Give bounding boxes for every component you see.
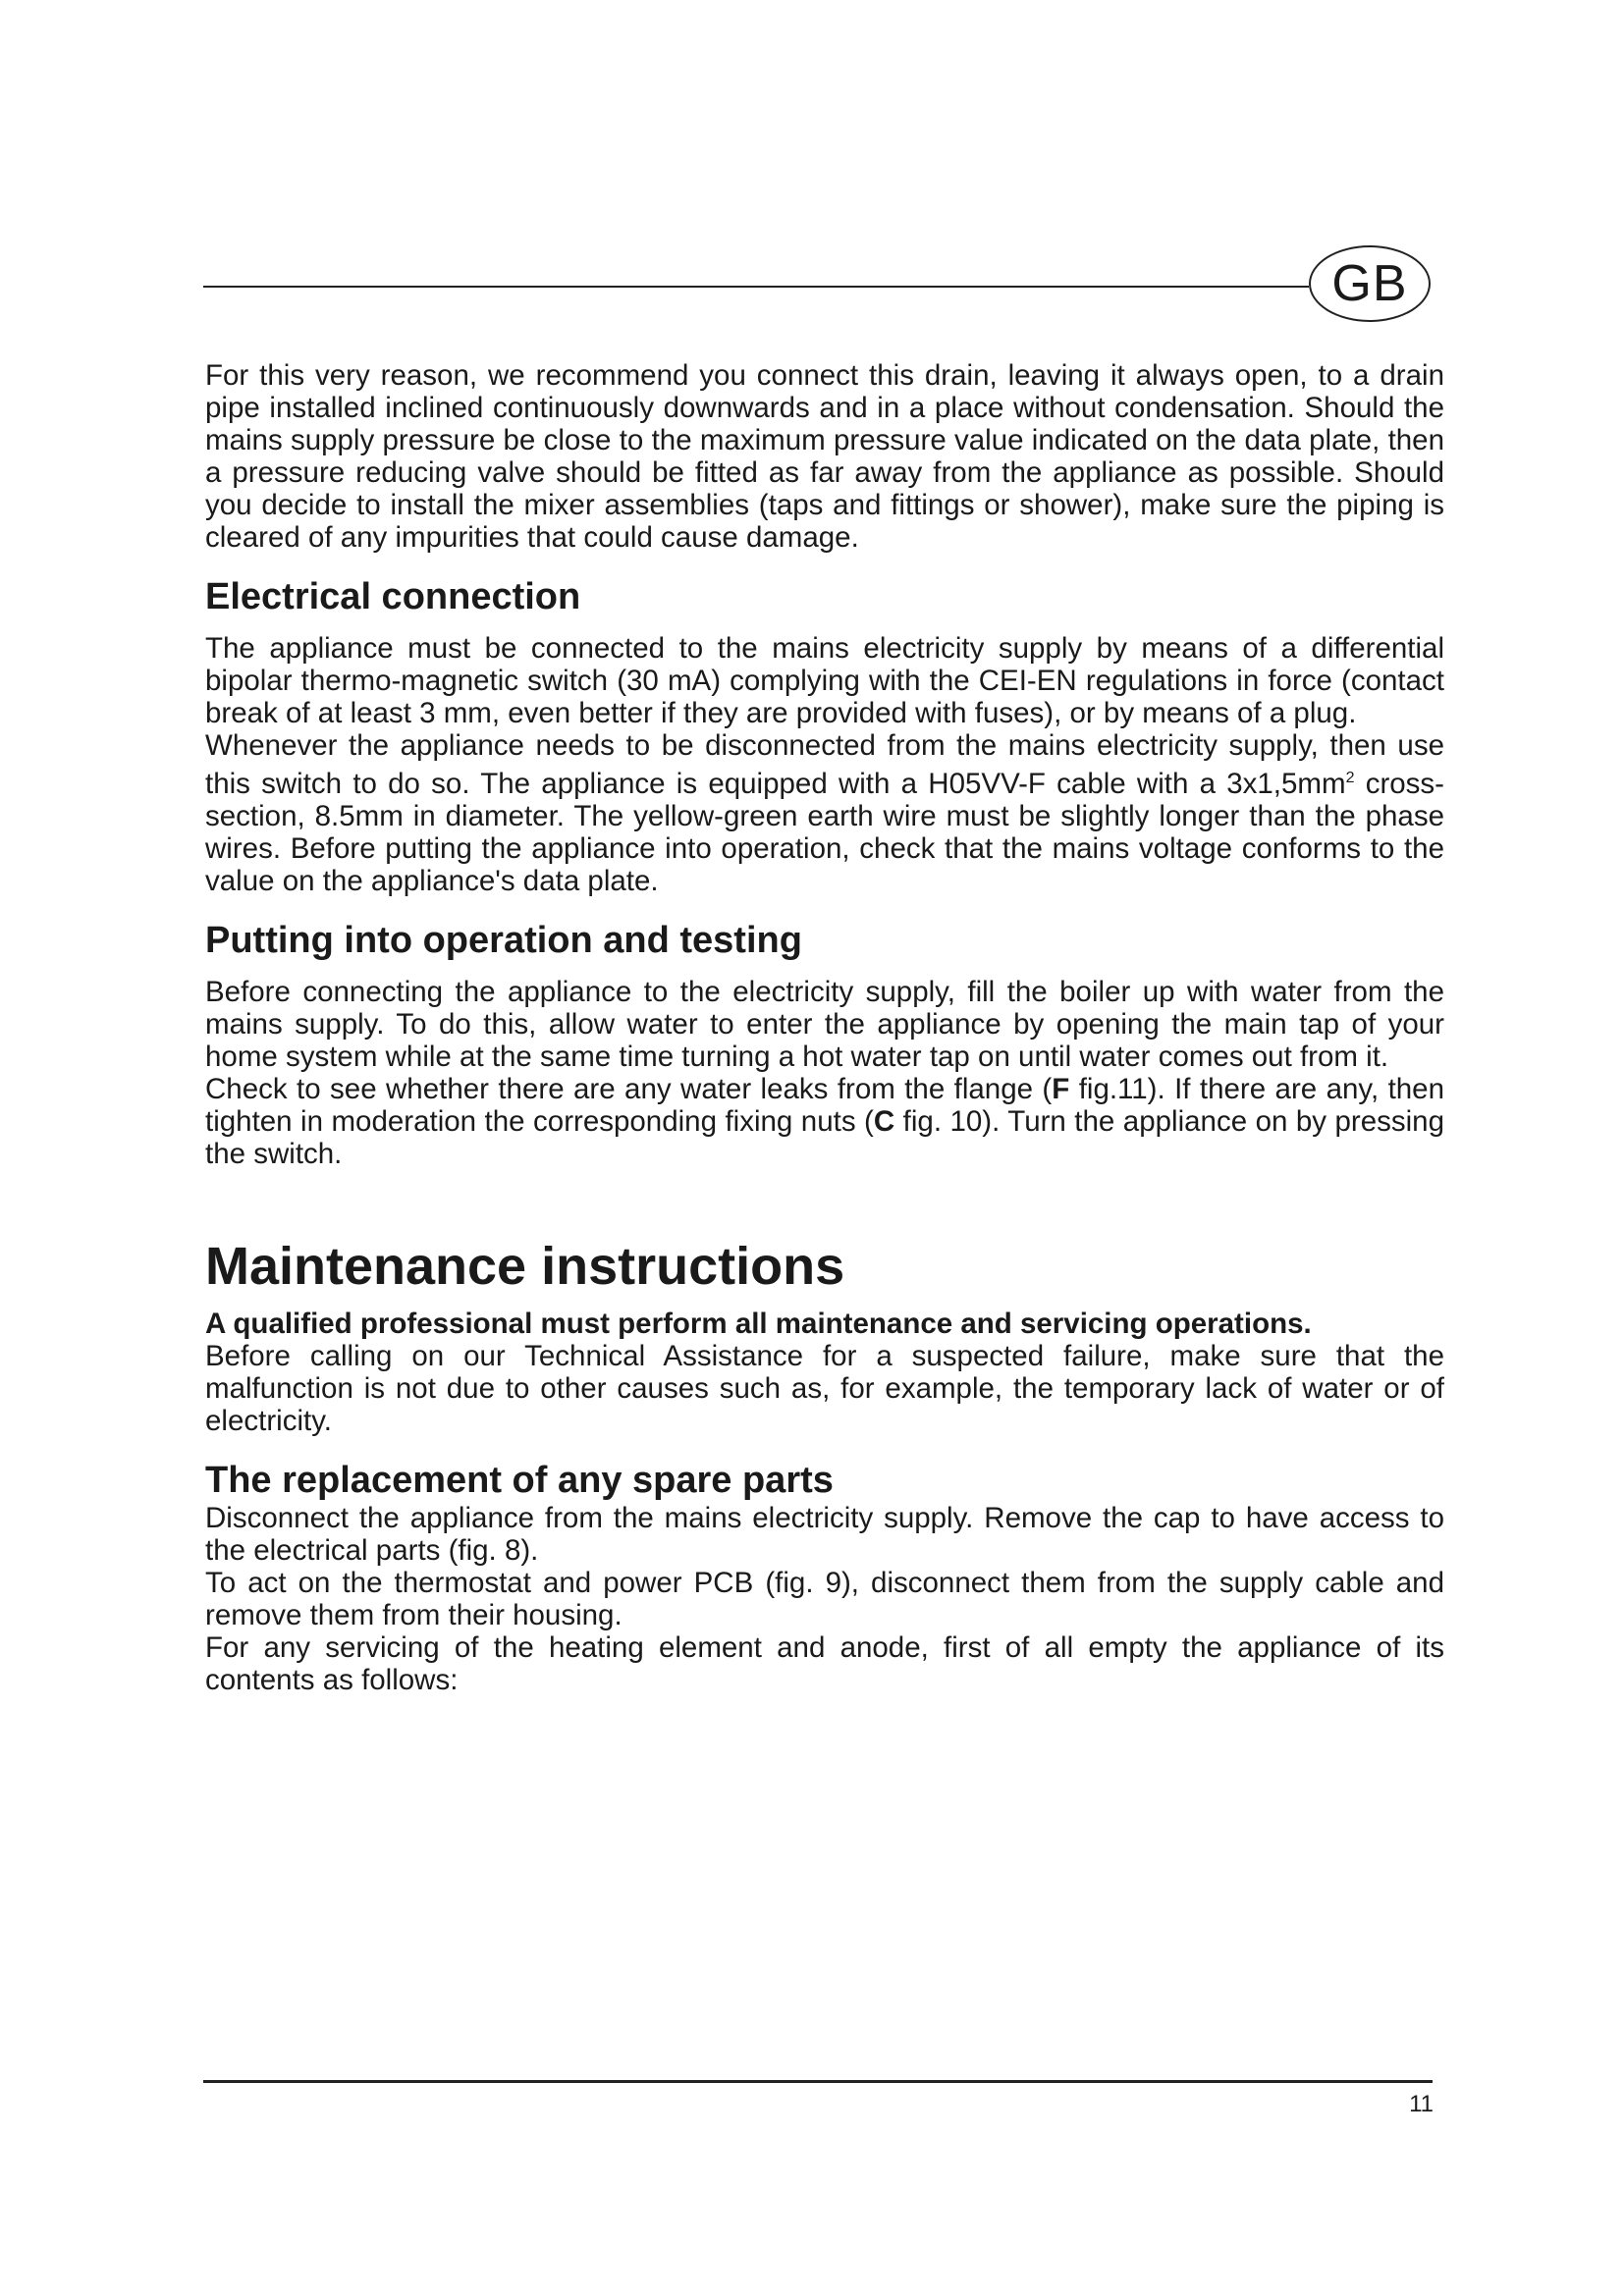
operation-testing-heading: Putting into operation and testing [205, 919, 802, 961]
electrical-paragraph-2-text-a: Whenever the appliance needs to be disconnected from the mains electricity supply, then use this switch to do so. The appliance is equipped with a H05VV-F cable with a 3x1,5mm [205, 729, 1444, 800]
header-rule [203, 286, 1309, 288]
electrical-paragraph-2 [205, 729, 1444, 897]
spare-parts-paragraph-2: To act on the thermostat and power PCB (fig. 9), disconnect them from the supply cable and remove them from their housing. [205, 1566, 1444, 1631]
page-number: 11 [1409, 2091, 1434, 2117]
spare-parts-heading: The replacement of any spare parts [205, 1459, 834, 1501]
intro-paragraph: For this very reason, we recommend you connect this drain, leaving it always open, to a drain pipe installed inclined continuously downwards and in a place without condensation. Should the mains supply pressure be close to the maximum pressure value indicated on the data plate, then a pressure reducing valve should be fitted as far away from the appliance as possible. Should you decide to install the mixer assemblies (taps and fittings or shower), make sure the piping is cleared of any impurities that could cause damage. [205, 359, 1444, 554]
maintenance-paragraph: Before calling on our Technical Assistance for a suspected failure, make sure that the malfunction is not due to other causes such as, for example, the temporary lack of water or of electricity. [205, 1339, 1444, 1437]
operation-paragraph-2 [205, 1073, 1444, 1170]
electrical-connection-heading: Electrical connection [205, 576, 581, 617]
nuts-reference-letter: C [873, 1104, 895, 1138]
language-badge: GB [1309, 245, 1431, 322]
operation-paragraph-2-text-b: fig.11). If there are any, then tighten in moderation the corresponding fixing nuts ( [205, 1072, 1444, 1138]
maintenance-lead: A qualified professional must perform all maintenance and servicing operations. [205, 1307, 1312, 1340]
footer-rule [203, 2080, 1433, 2083]
operation-paragraph-2-text-d: fig. 10). Turn the appliance on by pressing the switch. [205, 1104, 1444, 1170]
electrical-paragraph-2-text-b: cross-section, 8.5mm in diameter. The yellow-green earth wire must be slightly longer than the phase wires. Before putting the appliance into operation, check that the mains voltage conforms to the value on the appliance's data plate. [205, 767, 1444, 897]
operation-paragraph-2-text-a: Check to see whether there are any water leaks from the flange ( [205, 1072, 1053, 1105]
page-content [205, 359, 1444, 1696]
squared-superscript: 2 [1345, 770, 1355, 786]
maintenance-instructions-heading: Maintenance instructions [205, 1236, 845, 1296]
spare-parts-paragraph-3: For any servicing of the heating element and anode, first of all empty the appliance of its contents as follows: [205, 1630, 1444, 1696]
electrical-paragraph-1: The appliance must be connected to the mains electricity supply by means of a differential bipolar thermo-magnetic switch (30 mA) complying with the CEI-EN regulations in force (contact break of at least 3 mm, even better if they are provided with fuses), or by means of a plug. [205, 632, 1444, 729]
flange-reference-letter: F [1052, 1072, 1070, 1105]
spare-parts-paragraph-1: Disconnect the appliance from the mains electricity supply. Remove the cap to have access to the electrical parts (fig. 8). [205, 1501, 1444, 1567]
operation-paragraph-1: Before connecting the appliance to the electricity supply, fill the boiler up with water from the mains supply. To do this, allow water to enter the appliance by opening the main tap of your home system while at the same time turning a hot water tap on until water comes out from it. [205, 975, 1444, 1073]
